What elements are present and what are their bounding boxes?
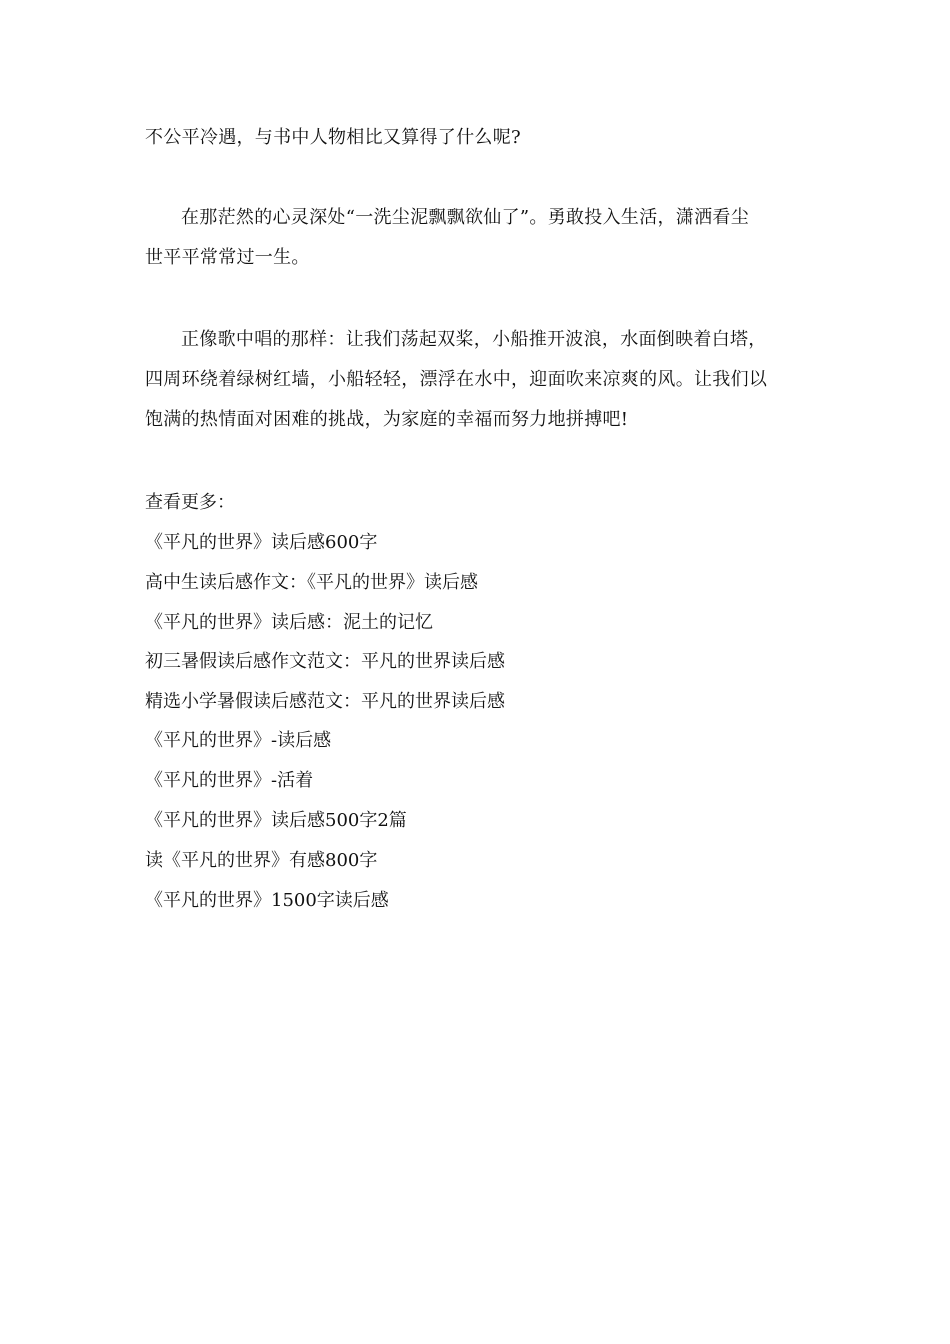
related-article-link[interactable]: 初三暑假读后感作文范文：平凡的世界读后感 (145, 651, 505, 672)
paragraph-2 (145, 198, 805, 278)
paragraph-line: 四周环绕着绿树红墙，小船轻轻，漂浮在水中，迎面吹来凉爽的风。让我们以 (145, 369, 768, 390)
see-more-section (145, 488, 805, 928)
see-more-heading: 查看更多： (145, 492, 235, 513)
related-article-link[interactable]: 《平凡的世界》读后感500字2篇 (145, 810, 407, 831)
related-article-link[interactable]: 读《平凡的世界》有感800字 (145, 850, 378, 871)
related-article-link[interactable]: 《平凡的世界》读后感：泥土的记忆 (145, 612, 433, 633)
paragraph-3 (145, 320, 805, 440)
related-article-link[interactable]: 《平凡的世界》读后感600字 (145, 532, 378, 553)
related-article-link[interactable]: 《平凡的世界》1500字读后感 (145, 890, 389, 911)
paragraph-line: 正像歌中唱的那样：让我们荡起双桨，小船推开波浪，水面倒映着白塔， (181, 329, 767, 350)
related-article-link[interactable]: 《平凡的世界》-读后感 (145, 730, 332, 751)
paragraph-continuation (145, 118, 805, 158)
paragraph-line: 不公平冷遇，与书中人物相比又算得了什么呢? (145, 127, 521, 148)
paragraph-line: 在那茫然的心灵深处“一洗尘泥飘飘欲仙了”。勇敢投入生活，潇洒看尘 (181, 207, 750, 228)
related-article-link[interactable]: 《平凡的世界》-活着 (145, 770, 314, 791)
related-article-link[interactable]: 精选小学暑假读后感范文：平凡的世界读后感 (145, 691, 505, 712)
paragraph-line: 饱满的热情面对困难的挑战，为家庭的幸福而努力地拼搏吧! (145, 409, 629, 430)
paragraph-line: 世平平常常过一生。 (145, 247, 310, 268)
related-article-link[interactable]: 高中生读后感作文：《平凡的世界》读后感 (145, 572, 478, 593)
